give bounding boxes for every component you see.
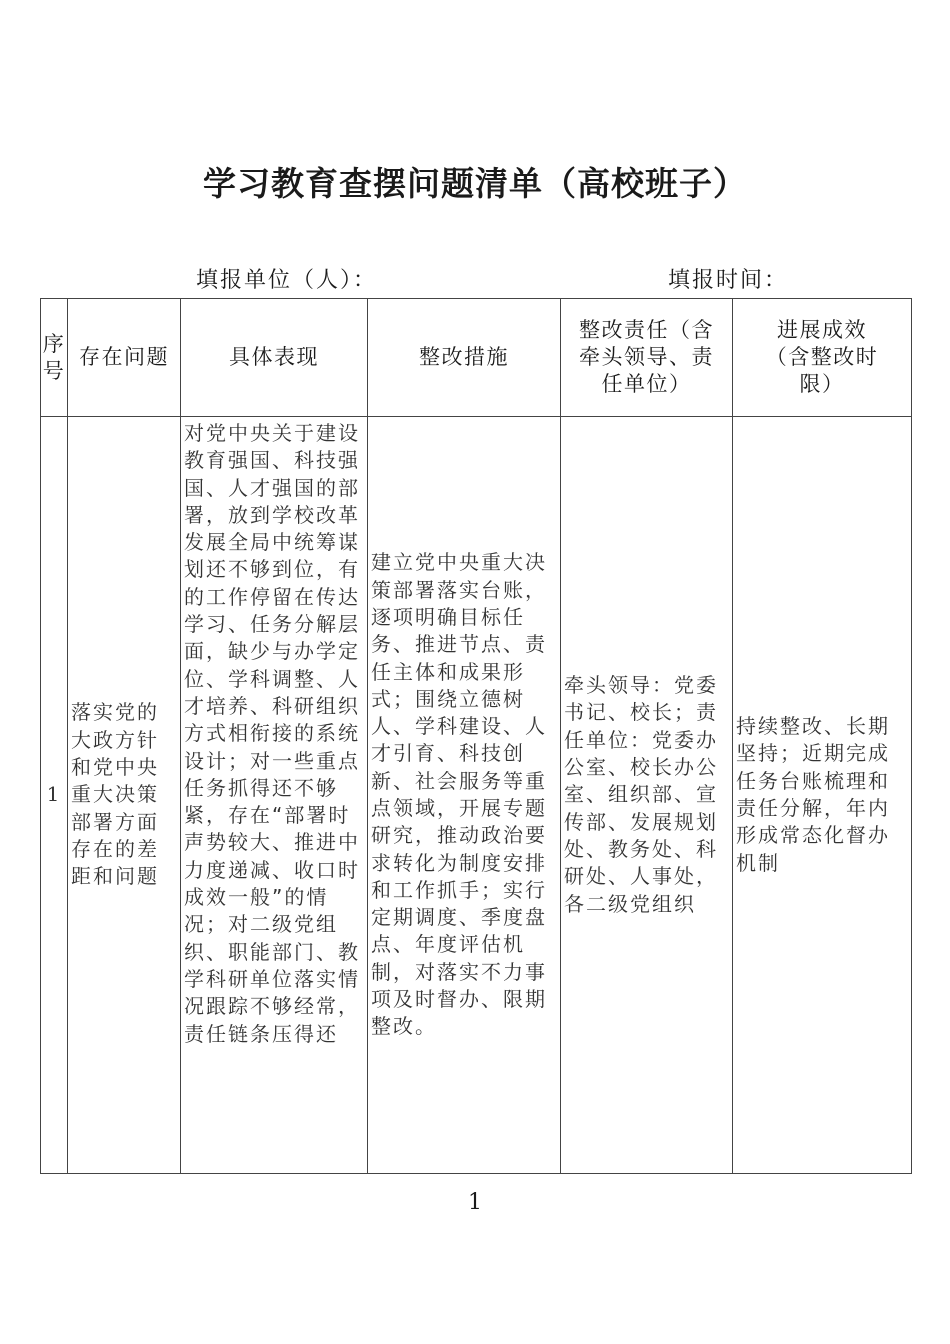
page-number: 1 <box>468 1190 482 1215</box>
row-measures <box>368 417 561 1174</box>
row-detail <box>181 417 368 1174</box>
header-detail: 具体表现 <box>181 299 368 417</box>
header-seq: 序号 <box>41 299 68 417</box>
row-measures-text: 建立党中央重大决策部署落实台账，逐项明确目标任务、推进节点、责任主体和成果形式；围绕立德树人、学科建设、人才引育、科技创新、社会服务等重点领域，开展专题研究，推动政治要求转化为制度安排和工作抓手；实行定期调度、季度盘点、年度评估机制，对落实不力事项及时督办、限期整改。 <box>371 550 547 1039</box>
fill-unit-label: 填报单位（人）： <box>196 268 378 293</box>
header-progress-text: 进展成效（含整改时限） <box>765 318 879 396</box>
row-progress-text: 持续整改、长期坚持；近期完成任务台账梳理和责任分解，年内形成常态化督办机制 <box>736 714 890 875</box>
header-responsibility-text: 整改责任（含牵头领导、责任单位） <box>579 318 714 396</box>
header-problem: 存在问题 <box>68 299 181 417</box>
row-seq: 1 <box>41 417 68 1174</box>
row-responsibility <box>561 417 733 1174</box>
document-title: 学习教育查摆问题清单（高校班子） <box>203 164 747 203</box>
row-problem-text: 落实党的大政方针和党中央重大决策部署方面存在的差距和问题 <box>71 700 159 889</box>
row-progress <box>733 417 912 1174</box>
row-detail-text: 对党中央关于建设教育强国、科技强国、人才强国的部署，放到学校改革发展全局中统筹谋划还不够到位，有的工作停留在传达学习、任务分解层面，缺少与办学定位、学科调整、人才培养、科研组织方式相衔接的系统设计；对一些重点任务抓得还不够紧，存在“部署时声势较大、推进中力度递减、收口时成效一般”的情况；对二级党组织、职能部门、教学科研单位落实情况跟踪不够经常，责任链条压得还 <box>184 421 360 1046</box>
table-row <box>41 417 912 1174</box>
problem-list-table <box>40 298 912 1174</box>
row-problem <box>68 417 181 1174</box>
header-measures: 整改措施 <box>368 299 561 417</box>
row-responsibility-text: 牵头领导：党委书记、校长；责任单位：党委办公室、校长办公室、组织部、宣传部、发展规划处、教务处、科研处、人事处，各二级党组织 <box>564 673 718 916</box>
header-progress <box>733 299 912 417</box>
header-responsibility <box>561 299 733 417</box>
table-header-row <box>41 299 912 417</box>
fill-time-label: 填报时间： <box>668 268 789 293</box>
